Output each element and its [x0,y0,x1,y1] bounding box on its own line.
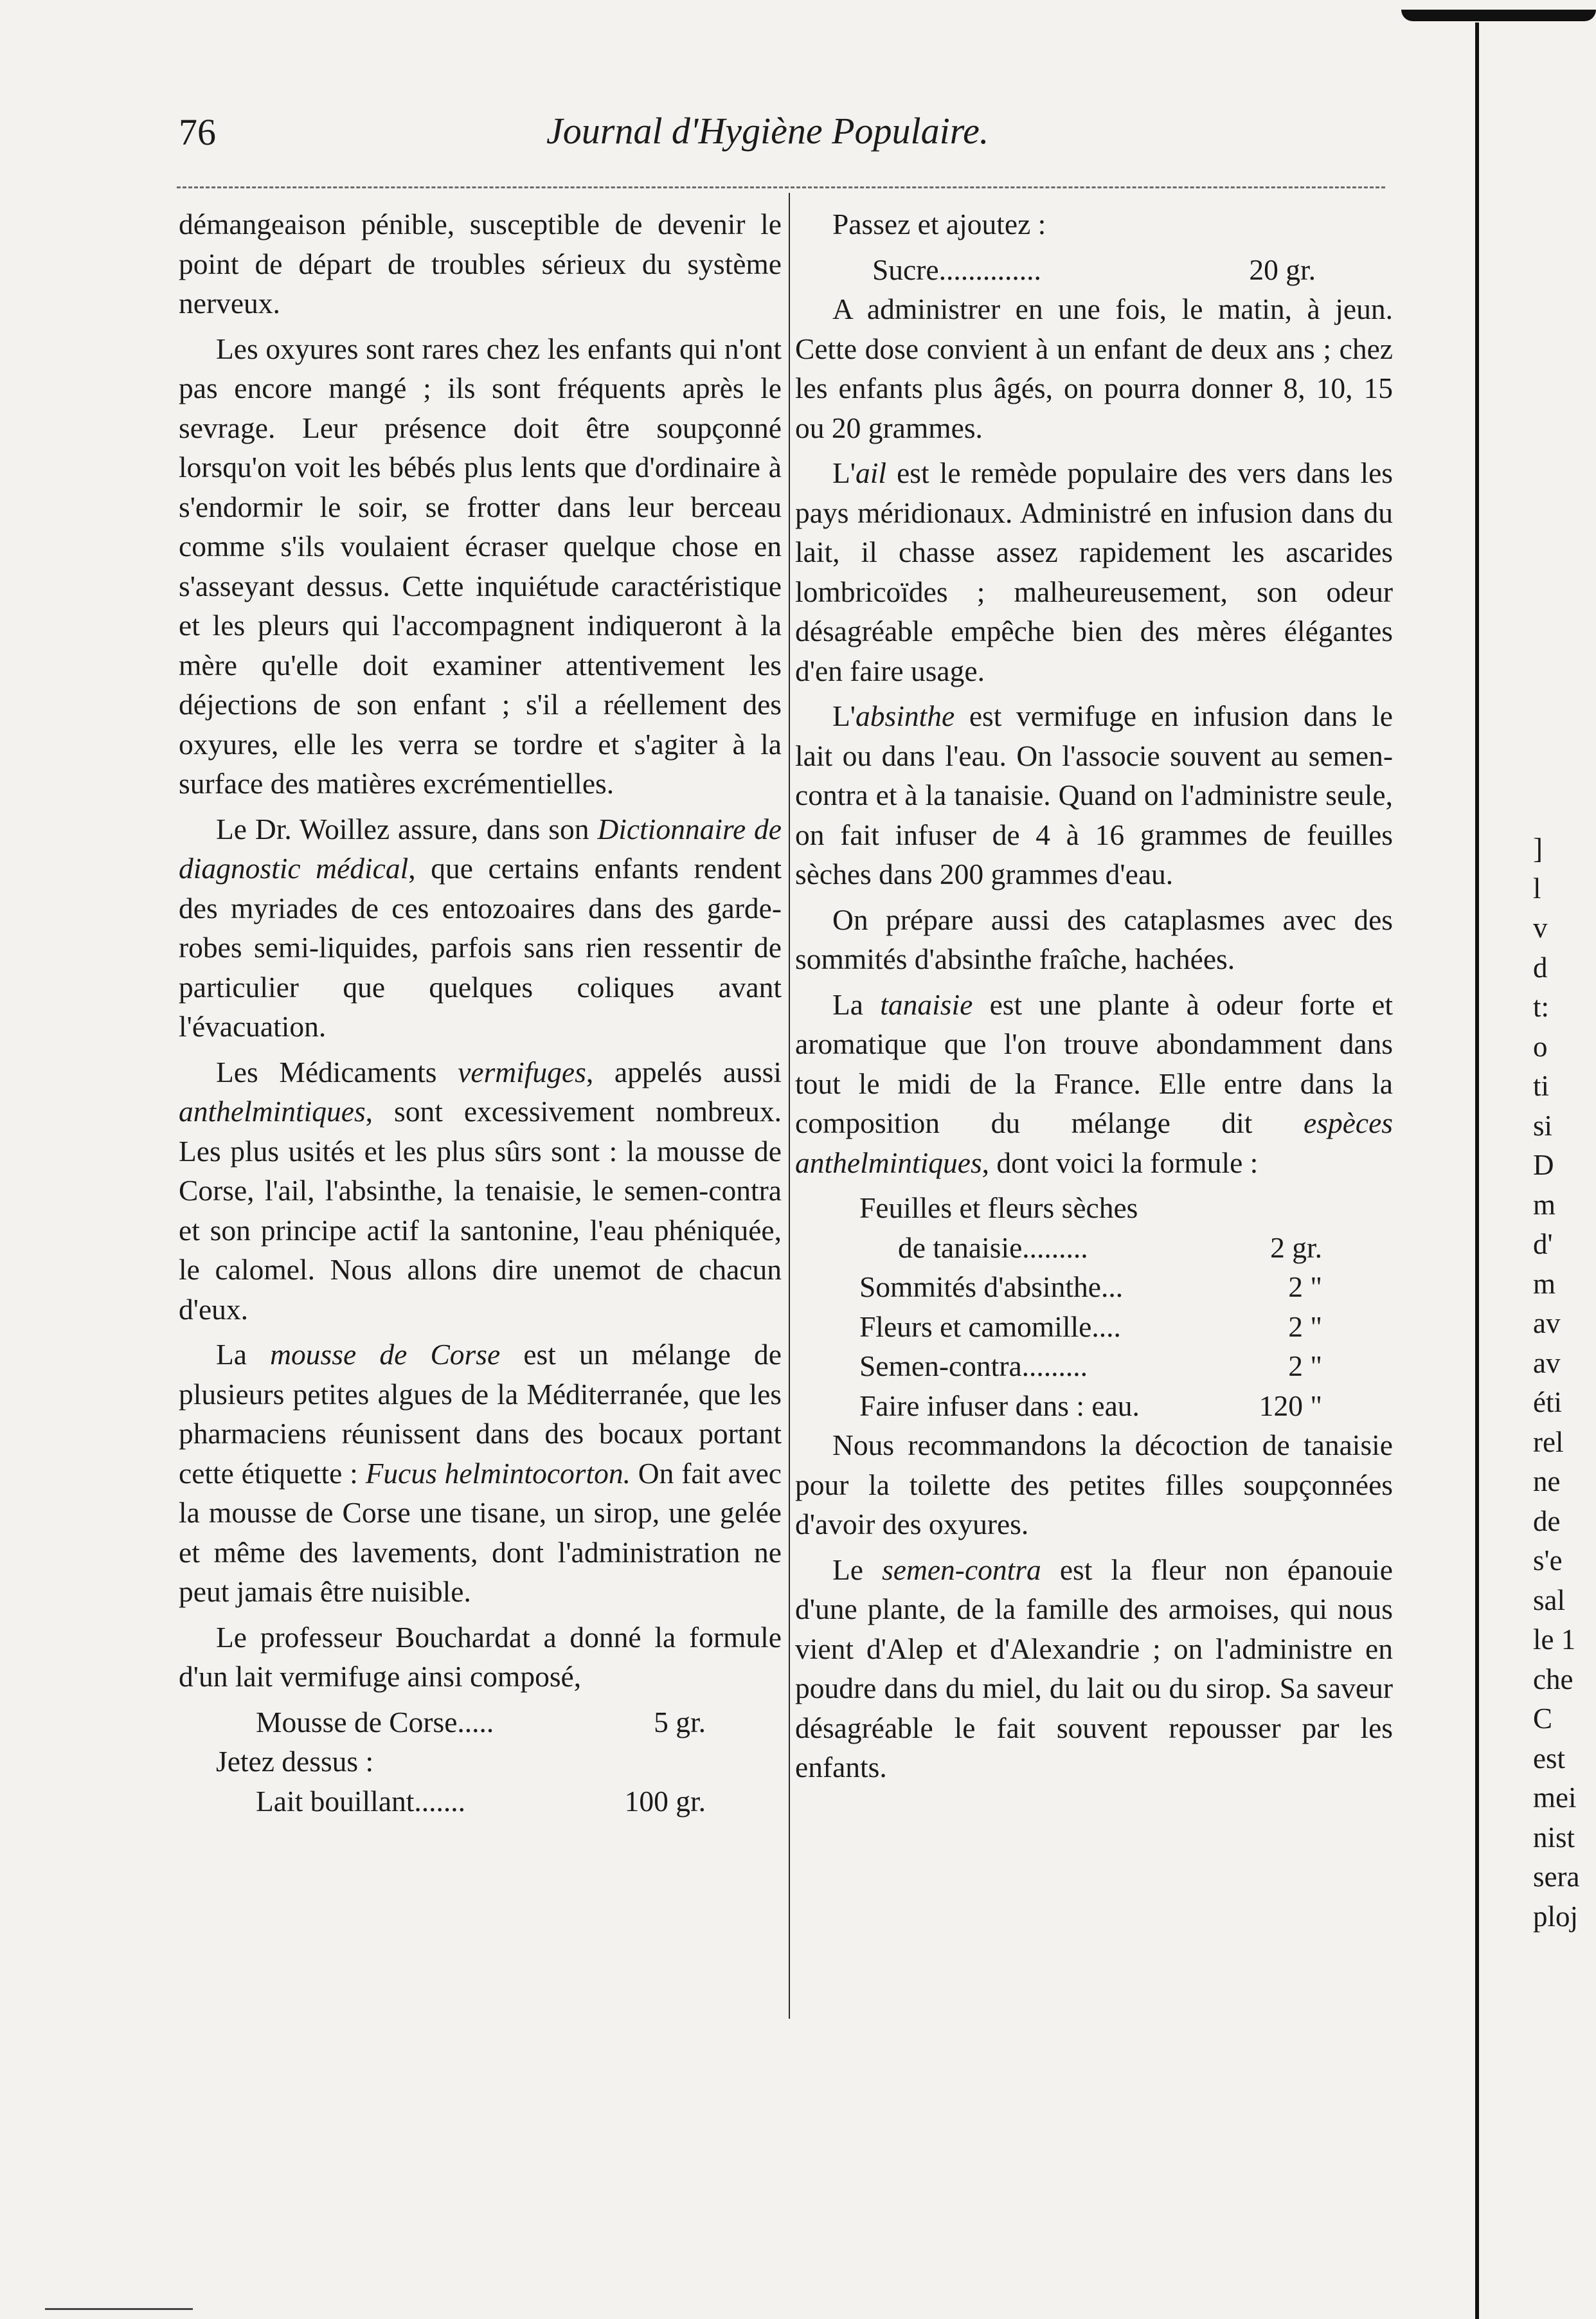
next-page-fragment: si [1533,1109,1553,1142]
next-page-fragment: est [1533,1742,1565,1774]
paragraph [179,809,782,1047]
formula-line [256,1782,706,1821]
formula-ingredient: Sucre.............. [872,253,1041,286]
next-page-edge [1533,829,1596,1936]
paragraph: Nous recommandons la décoction de tanaisie pour la toilette des petites filles soupçonnées d'avoir des oxyures. [795,1429,1393,1540]
italic-run: tanaisie [880,988,973,1021]
formula-quantity: 120 " [1259,1389,1322,1422]
italic-run: ail [856,456,887,489]
next-page-fragment: av [1533,1307,1561,1339]
running-title: Journal d'Hygiène Populaire. [546,110,989,152]
formula-heading: Feuilles et fleurs sèches [859,1191,1138,1224]
paragraph [179,1052,782,1330]
header-rule [177,186,1385,188]
italic-run: absinthe [856,699,955,732]
paragraph [179,1335,782,1612]
formula-quantity: 5 gr. [654,1705,706,1738]
italic-run: semen-contra [882,1553,1041,1586]
text-run: On fait avec la mousse de Corse une tisane, un sirop, une gelée et même des lavements, dont l'administration ne peut jamais être nuisible. [179,1456,782,1608]
text-run: est la fleur non épanouie d'une plante, de la famille des armoises, qui nous vient d'Alep et d'Alexandrie ; on l'administre en poudre dans du miel, du lait ou du sirop. Sa saveur désagréable le fait souvent repousser par les enfants. [795,1553,1393,1783]
italic-run: mousse de Corse [270,1338,501,1371]
footer-rule [45,2308,193,2310]
right-column [795,204,1393,1793]
paragraph [795,453,1393,690]
next-page-fragment: ] [1533,833,1543,865]
next-page-fragment: C [1533,1702,1553,1735]
next-page-fragment: d' [1533,1228,1553,1260]
text-run: , sont excessivement nombreux. Les plus usités et les plus sûrs sont : la mousse de Corse, l'ail, l'absinthe, la tenaisie, le semen-contra et son principe actif la santonine, l'eau phéniquée, le calomel. Nous allons dire unemot de chacun d'eux. [179,1095,782,1326]
page-number: 76 [179,111,216,153]
next-page-fragment: v [1533,912,1548,944]
text-run: est vermifuge en infusion dans le lait ou dans l'eau. On l'associe souvent au semen-contra et à la tanaisie. Quand on l'administre seule, on fait infuser de 4 à 16 grammes de feuilles sèches dans 200 grammes d'eau. [795,699,1393,890]
text-run: L' [832,456,856,489]
next-page-fragment: ti [1533,1070,1550,1102]
text-run: , dont voici la formule : [982,1146,1259,1179]
formula-line [256,1702,706,1742]
text-run: , appelés aussi [586,1055,782,1088]
formula-line [859,1346,1322,1386]
left-column [179,204,782,1821]
next-page-fragment: t: [1533,991,1550,1023]
italic-run: Dictionnaire de diagnostic médical [179,812,782,885]
next-page-fragment: s'e [1533,1544,1563,1576]
next-page-fragment: ploj [1533,1900,1579,1933]
text-run: Le [832,1553,883,1586]
next-page-fragment: de [1533,1504,1561,1537]
paragraph [795,696,1393,894]
formula-ingredient: Sommités d'absinthe... [859,1270,1124,1303]
formula-instruction: Jetez dessus : [216,1745,374,1778]
italic-run: espèces anthelmintiques [795,1106,1393,1179]
paragraph: Passez et ajoutez : [832,208,1046,240]
paragraph: Les oxyures sont rares chez les enfants qui n'ont pas encore mangé ; ils sont fréquents après le sevrage. Leur présence doit être soupçonné lorsqu'on voit les bébés plus lents que d'ordinaire à s'endormir le soir, se frotter dans leur berceau comme s'ils voulaient écraser quelque chose en s'asseyant dessus. Cette inquiétude caractéristique et les pleurs qui l'accompagnent indiqueront à la mère qu'elle doit examiner attentivement les déjections de son enfant ; s'il a réellement des oxyures, elle les verra se tordre et s'agiter à la surface des matières excrémentielles. [179,332,782,800]
next-page-fragment: av [1533,1346,1561,1379]
formula-line [872,250,1316,290]
text-run: est un mélange de plusieurs petites algues de la Méditerranée, que les pharmaciens réunissent dans des bocaux portant cette étiquette : [179,1338,782,1490]
formula-quantity: 20 gr. [1249,253,1316,286]
binding-cap [1401,10,1596,21]
next-page-fragment: che [1533,1663,1574,1695]
formula-line [859,1307,1322,1347]
formula-line [859,1267,1322,1307]
text-run: est une plante à odeur forte et aromatique que l'on trouve abondamment dans tout le midi de la France. Elle entre dans la composition du mélange dit [795,988,1393,1139]
next-page-fragment: l [1533,872,1541,905]
next-page-fragment: d [1533,951,1548,984]
formula-ingredient: Faire infuser dans : eau. [859,1389,1140,1422]
next-page-fragment: ne [1533,1465,1561,1497]
paragraph [795,985,1393,1183]
text-run: Les Médicaments [216,1055,458,1088]
next-page-fragment: sera [1533,1861,1580,1893]
next-page-fragment: m [1533,1188,1556,1221]
formula-quantity: 2 " [1288,1349,1322,1382]
column-divider [789,193,790,2019]
next-page-fragment: o [1533,1030,1548,1063]
formula-quantity: 100 gr. [624,1784,706,1818]
formula-ingredient: Lait bouillant....... [256,1784,466,1818]
formula-ingredient: Mousse de Corse..... [256,1705,494,1738]
text-run: Le Dr. Woillez assure, dans son [216,812,598,845]
paragraph: Le professeur Bouchardat a donné la formule d'un lait vermifuge ainsi composé, [179,1620,782,1693]
text-run: est le remède populaire des vers dans les pays méridionaux. Administré en infusion dans du lait, il chasse assez rapidement les ascarides lombricoïdes ; malheureusement, son odeur désagréable empêche bien des mères élégantes d'en faire usage. [795,456,1393,687]
formula-line [898,1228,1322,1268]
formula-quantity: 2 " [1288,1310,1322,1343]
next-page-fragment: rel [1533,1425,1564,1458]
next-page-fragment: D [1533,1149,1554,1181]
formula-ingredient: Fleurs et camomille.... [859,1310,1121,1343]
text-run: L' [832,699,856,732]
next-page-fragment: nist [1533,1821,1575,1854]
next-page-fragment: mei [1533,1782,1577,1814]
formula-ingredient: de tanaisie......... [898,1231,1088,1264]
italic-run: vermifuges [458,1055,586,1088]
next-page-fragment: sal [1533,1584,1565,1616]
italic-run: anthelmintiques [179,1095,366,1128]
next-page-fragment: le 1 [1533,1623,1576,1656]
formula-quantity: 2 gr. [1270,1231,1322,1264]
paragraph: A administrer en une fois, le matin, à jeun. Cette dose convient à un enfant de deux ans ; chez les enfants plus âgés, on pourra donner 8, 10, 15 ou 20 grammes. [795,293,1393,444]
next-page-fragment: m [1533,1267,1556,1300]
text-run: La [832,988,881,1021]
paragraph [795,1550,1393,1787]
formula-line [859,1386,1322,1426]
next-page-fragment: éti [1533,1386,1562,1418]
formula-quantity: 2 " [1288,1270,1322,1303]
paragraph: démangeaison pénible, susceptible de devenir le point de départ de troubles sérieux du système nerveux. [179,208,782,320]
paragraph: On prépare aussi des cataplasmes avec des sommités d'absinthe fraîche, hachées. [795,903,1393,975]
formula-ingredient: Semen-contra......... [859,1349,1088,1382]
text-run: La [216,1338,271,1371]
italic-run: Fucus helmintocorton. [365,1456,631,1490]
binding-line [1475,23,1479,2319]
text-run: , que certains enfants rendent des myriades de ces entozoaires dans des garde-robes semi-liquides, parfois sans rien ressentir de particulier que quelques coliques avant l'évacuation. [179,852,782,1043]
